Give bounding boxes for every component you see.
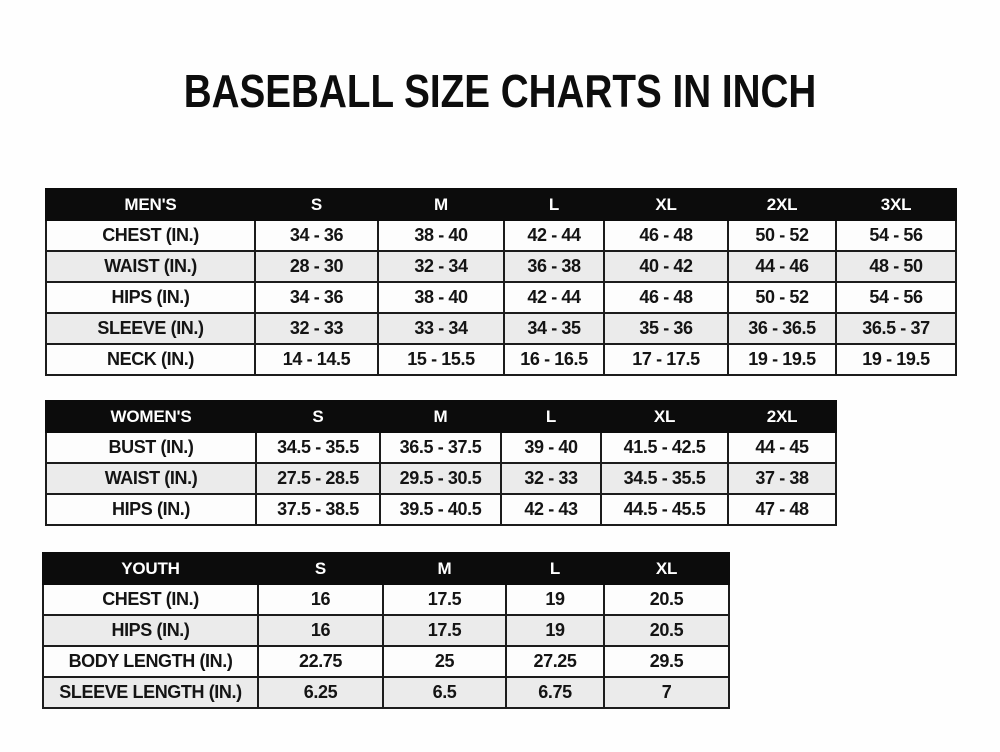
mens-header-size-xl: XL (604, 189, 728, 220)
table-cell: 17.5 (383, 615, 506, 646)
table-cell: 16 - 16.5 (504, 344, 604, 375)
table-cell: 6.5 (383, 677, 506, 708)
mens-size-table (45, 188, 957, 376)
table-row (46, 494, 836, 525)
table-cell: 32 - 34 (378, 251, 504, 282)
table-cell: 29.5 (604, 646, 729, 677)
table-cell: 36.5 - 37 (836, 313, 956, 344)
row-label: CHEST (IN.) (46, 220, 255, 251)
table-cell: 41.5 - 42.5 (601, 432, 728, 463)
table-cell: 17 - 17.5 (604, 344, 728, 375)
youth-header-label: YOUTH (43, 553, 258, 584)
table-cell: 19 - 19.5 (836, 344, 956, 375)
youth-header-size-m: M (383, 553, 506, 584)
table-cell: 44.5 - 45.5 (601, 494, 728, 525)
table-cell: 27.5 - 28.5 (256, 463, 380, 494)
table-cell: 50 - 52 (728, 220, 836, 251)
table-row (46, 251, 956, 282)
womens-header-size-xl: XL (601, 401, 728, 432)
table-cell: 6.25 (258, 677, 383, 708)
table-cell: 33 - 34 (378, 313, 504, 344)
table-cell: 37.5 - 38.5 (256, 494, 380, 525)
table-cell: 39 - 40 (501, 432, 601, 463)
table-cell: 44 - 46 (728, 251, 836, 282)
table-cell: 42 - 44 (504, 282, 604, 313)
youth-header-size-xl: XL (604, 553, 729, 584)
table-cell: 20.5 (604, 584, 729, 615)
table-cell: 44 - 45 (728, 432, 836, 463)
table-row (43, 646, 729, 677)
mens-header-size-m: M (378, 189, 504, 220)
row-label: SLEEVE (IN.) (46, 313, 255, 344)
mens-header-size-2xl: 2XL (728, 189, 836, 220)
row-label: SLEEVE LENGTH (IN.) (43, 677, 258, 708)
table-cell: 38 - 40 (378, 282, 504, 313)
table-cell: 54 - 56 (836, 220, 956, 251)
womens-header-size-m: M (380, 401, 501, 432)
womens-header-row (46, 401, 836, 432)
youth-header-row (43, 553, 729, 584)
page-title: BASEBALL SIZE CHARTS IN INCH (183, 65, 817, 117)
table-cell: 34.5 - 35.5 (256, 432, 380, 463)
row-label: WAIST (IN.) (46, 251, 255, 282)
womens-header-size-s: S (256, 401, 380, 432)
mens-header-size-s: S (255, 189, 378, 220)
row-label: CHEST (IN.) (43, 584, 258, 615)
table-cell: 42 - 44 (504, 220, 604, 251)
table-cell: 17.5 (383, 584, 506, 615)
table-cell: 34 - 35 (504, 313, 604, 344)
table-cell: 29.5 - 30.5 (380, 463, 501, 494)
table-cell: 36 - 38 (504, 251, 604, 282)
mens-header-label: MEN'S (46, 189, 255, 220)
youth-header-size-l: L (506, 553, 604, 584)
table-cell: 14 - 14.5 (255, 344, 378, 375)
table-cell: 37 - 38 (728, 463, 836, 494)
table-row (46, 282, 956, 313)
womens-size-table (45, 400, 837, 526)
womens-header-size-2xl: 2XL (728, 401, 836, 432)
table-cell: 47 - 48 (728, 494, 836, 525)
womens-header-size-l: L (501, 401, 601, 432)
table-cell: 39.5 - 40.5 (380, 494, 501, 525)
table-cell: 40 - 42 (604, 251, 728, 282)
youth-size-table (42, 552, 730, 709)
table-cell: 27.25 (506, 646, 604, 677)
table-cell: 25 (383, 646, 506, 677)
table-cell: 38 - 40 (378, 220, 504, 251)
table-cell: 15 - 15.5 (378, 344, 504, 375)
table-row (46, 220, 956, 251)
table-row (46, 344, 956, 375)
table-row (43, 677, 729, 708)
table-cell: 19 (506, 584, 604, 615)
table-cell: 16 (258, 615, 383, 646)
mens-header-size-l: L (504, 189, 604, 220)
mens-header-row (46, 189, 956, 220)
table-cell: 22.75 (258, 646, 383, 677)
row-label: HIPS (IN.) (46, 282, 255, 313)
table-row (46, 313, 956, 344)
table-row (46, 432, 836, 463)
table-cell: 19 - 19.5 (728, 344, 836, 375)
row-label: HIPS (IN.) (46, 494, 256, 525)
table-cell: 54 - 56 (836, 282, 956, 313)
youth-header-size-s: S (258, 553, 383, 584)
table-row (43, 615, 729, 646)
table-cell: 28 - 30 (255, 251, 378, 282)
mens-header-size-3xl: 3XL (836, 189, 956, 220)
table-cell: 34.5 - 35.5 (601, 463, 728, 494)
womens-header-label: WOMEN'S (46, 401, 256, 432)
row-label: BUST (IN.) (46, 432, 256, 463)
table-cell: 6.75 (506, 677, 604, 708)
table-cell: 46 - 48 (604, 220, 728, 251)
table-cell: 32 - 33 (255, 313, 378, 344)
table-cell: 50 - 52 (728, 282, 836, 313)
row-label: HIPS (IN.) (43, 615, 258, 646)
row-label: NECK (IN.) (46, 344, 255, 375)
table-cell: 35 - 36 (604, 313, 728, 344)
row-label: WAIST (IN.) (46, 463, 256, 494)
table-cell: 34 - 36 (255, 282, 378, 313)
row-label: BODY LENGTH (IN.) (43, 646, 258, 677)
table-cell: 16 (258, 584, 383, 615)
table-cell: 48 - 50 (836, 251, 956, 282)
table-cell: 42 - 43 (501, 494, 601, 525)
table-row (46, 463, 836, 494)
table-row (43, 584, 729, 615)
table-cell: 36 - 36.5 (728, 313, 836, 344)
table-cell: 19 (506, 615, 604, 646)
table-cell: 36.5 - 37.5 (380, 432, 501, 463)
table-cell: 34 - 36 (255, 220, 378, 251)
table-cell: 46 - 48 (604, 282, 728, 313)
table-cell: 32 - 33 (501, 463, 601, 494)
table-cell: 20.5 (604, 615, 729, 646)
table-cell: 7 (604, 677, 729, 708)
